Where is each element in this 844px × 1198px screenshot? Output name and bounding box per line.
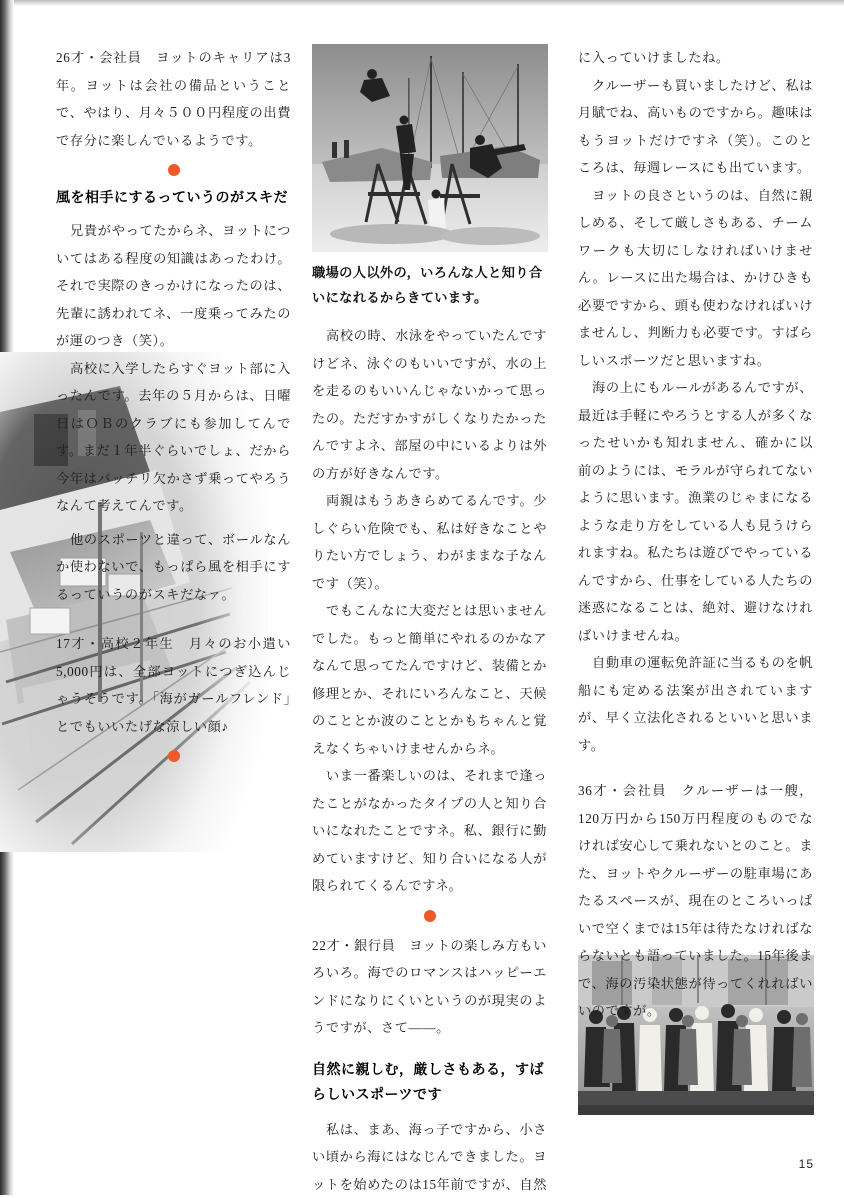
c3-paragraph-3: ヨットの良さというのは、自然に親しめる、そして厳しさもある、チームワークも大切にしなければいけません。レースに出た場合は、かけひきも必要ですから、頭も使わなければいけませんし、判断力も必要です。すばらしいスポーツだと思いますね。	[578, 182, 813, 375]
text-column-2	[312, 44, 547, 1198]
c3-paragraph-5: 自動車の運転免許証に当るものを帆船にも定める法案が出されていますが、早く立法化されるといいと思います。	[578, 649, 813, 759]
text-column-3	[578, 44, 813, 1025]
orange-dot-separator-1	[56, 164, 291, 176]
c2-paragraph-1: 高校の時、水泳をやっていたんですけどネ、泳ぐのもいいですが、水の上を走るのもいいんじゃないかって思ったの。ただすかすがしくなりたかったんですよネ、部屋の中にいるよりは外の方が好きなんです。	[312, 322, 547, 487]
c3-paragraph-4: 海の上にもルールがあるんですが、最近は手軽にやろうとする人が多くなったせいかも知れません、確かに以前のようには、モラルが守られてないように思います。漁業のじゃまになるような走り方をしている人も見うけられますね。私たちは遊びでやっているんですから、仕事をしている人たちの迷惑になることは、絶対、避けなければいけませんね。	[578, 374, 813, 649]
c2-photo-spacer	[312, 44, 547, 252]
c2-paragraph-5: 22才・銀行員 ヨットの楽しみ方もいろいろ。海でのロマンスはハッピーエンドになりにくいというのが現実のようですが、さて——。	[312, 932, 547, 1042]
page-edge-top-shadow	[0, 0, 844, 6]
c1-paragraph-3: 高校に入学したらすぐヨット部に入ったんです。去年の５月からは、日曜日はＯＢのクラブにも参加してんです。まだ１年半ぐらいでしょ、だから今年はバッチリ欠かさず乗ってやろうなんて考えてんです。	[56, 355, 291, 520]
c3-paragraph-6: 36才・会社員 クルーザーは一艘，120万円から150万円程度のものでなければ安心して乗れないとのこと。また、ヨットやクルーザーの駐車場にあたるスペースが、現在のところいっぱいで空くまでは15年は待たなければならないとも語っていました。15年後まで、海の汚染状態が待ってくれればいいのですが。	[578, 777, 813, 1025]
orange-dot-separator-3	[312, 910, 547, 922]
text-column-1	[56, 44, 291, 772]
c2-subheading-1: 自然に親しむ，厳しさもある，すばらしいスポーツです	[312, 1058, 547, 1108]
c2-paragraph-6: 私は、まあ、海っ子ですから、小さい頃から海にはなじんできました。ヨットを始めたのは15年前ですが、自然	[312, 1116, 547, 1198]
c3-paragraph-1: に入っていけましたね。	[578, 44, 813, 72]
page-number: 15	[799, 1157, 814, 1171]
c1-paragraph-5: 17才・高校２年生 月々のお小遣い5,000円は、全部ヨットにつぎ込んじゃうそうです。「海がガールフレンド」とでもいいたげな涼しい顔♪	[56, 630, 291, 740]
c1-paragraph-1: 26才・会社員 ヨットのキャリアは3年。ヨットは会社の備品ということで、やはり、月々５００円程度の出費で存分に楽しんでいるようです。	[56, 44, 291, 154]
c3-paragraph-2: クルーザーも買いましたけど、私は月賦でね、高いものですから。趣味はもうヨットだけですネ（笑）。このところは、毎週レースにも出ています。	[578, 72, 813, 182]
c2-paragraph-4: いま一番楽しいのは、それまで逢ったことがなかったタイプの人と知り合いになれたことですネ。私、銀行に勤めていますけど、知り合いになる人が限られてくるんですネ。	[312, 762, 547, 900]
c1-paragraph-2: 兄貴がやってたからネ、ヨットについてはある程度の知識はあったわけ。それで実際のきっかけになったのは、先輩に誘われてネ、一度乗ってみたのが運のつき（笑）。	[56, 217, 291, 355]
c1-subheading-1: 風を相手にするっていうのがスキだ	[56, 186, 291, 211]
c2-paragraph-2: 両親はもうあきらめてるんです。少しぐらい危険でも、私は好きなことやりたい方でしょう、わがままな子なんです（笑）。	[312, 487, 547, 597]
orange-dot-separator-2	[56, 750, 291, 762]
c2-photo-caption: 職場の人以外の，いろんな人と知り合いになれるからきています。	[312, 260, 547, 310]
c2-paragraph-3: でもこんなに大変だとは思いませんでした。もっと簡単にやれるのかなアなんて思ってたんですけど、装備とか修理とか、それにいろんなこと、天候のこととか波のこととかもちゃんと覚えなくちゃいけませんからネ。	[312, 597, 547, 762]
c1-paragraph-4: 他のスポーツと違って、ボールなんか使わないで、もっぱら風を相手にするっていうのがスキだなァ。	[56, 526, 291, 609]
